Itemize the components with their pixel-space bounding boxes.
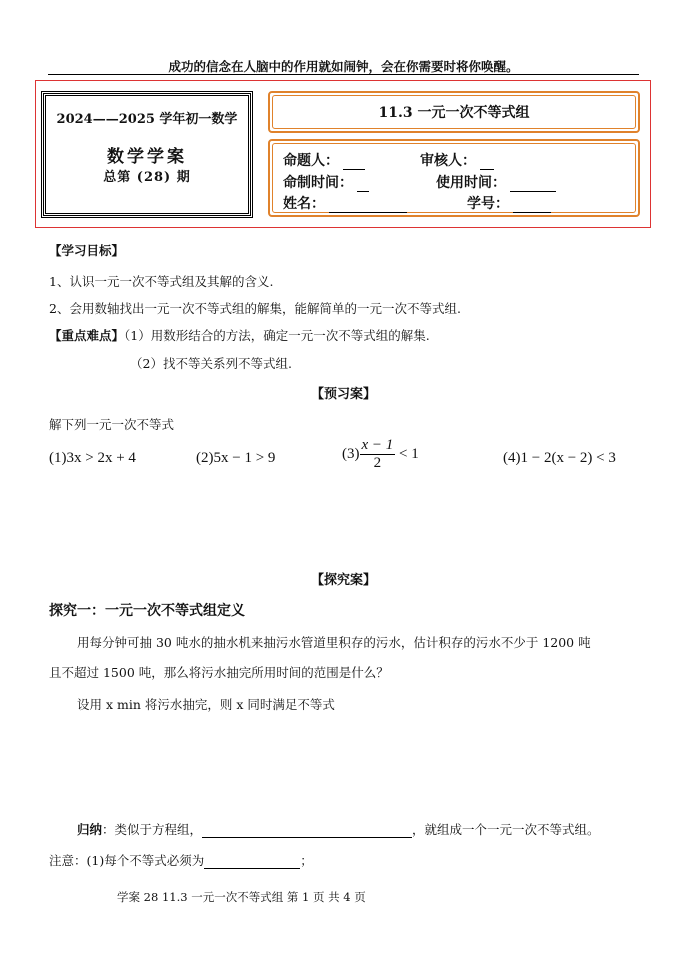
use-time-blank[interactable] (510, 177, 556, 192)
summary-pre: ：类似于方程组， (102, 822, 203, 837)
problem-3-suffix: < 1 (395, 445, 419, 462)
student-no-label: 学号： (467, 196, 509, 212)
objectives-heading: 【学习目标】 (49, 243, 125, 258)
problem-1: (1)3x > 2x + 4 (49, 450, 136, 466)
problem-3-prefix: (3) (342, 445, 360, 462)
note-line (49, 851, 313, 869)
summary-blank[interactable] (202, 823, 412, 838)
made-time-blank[interactable] (357, 177, 369, 192)
fraction-numerator: x − 1 (361, 437, 394, 453)
lesson-title: 11.3 一元一次不等式组 (378, 105, 530, 121)
explore-subheading: 探究一：一元一次不等式组定义 (49, 603, 245, 619)
key-points-heading: 【重点难点】 (49, 328, 125, 343)
made-time-field (283, 172, 369, 192)
note-end: ； (300, 853, 313, 868)
summary-label: 归纳 (77, 822, 103, 837)
author-blank[interactable] (343, 155, 365, 170)
problem-3 (342, 437, 419, 472)
name-field (283, 193, 407, 213)
preview-heading: 【预习案】 (310, 387, 376, 402)
problem-paragraph-line3: 设用 x min 将污水抽完，则 x 同时满足不等式 (77, 697, 335, 712)
reviewer-field (420, 150, 494, 170)
objective-item: 2、会用数轴找出一元一次不等式组的解集，能解简单的一元一次不等式组. (49, 301, 461, 316)
problem-paragraph-line2: 且不超过 1500 吨，那么将污水抽完所用时间的范围是什么？ (49, 665, 389, 680)
reviewer-blank[interactable] (480, 155, 494, 170)
school-year: 2024——2025 学年初一数学 (56, 112, 238, 127)
fraction-denominator: 2 (373, 455, 382, 471)
author-label: 命题人： (283, 153, 339, 169)
use-time-field (436, 172, 556, 192)
student-no-blank[interactable] (513, 198, 551, 213)
student-no-field (467, 193, 551, 213)
reviewer-label: 审核人： (420, 153, 476, 169)
issue-number: 总第 (28) 期 (103, 170, 191, 185)
name-blank[interactable] (329, 198, 407, 213)
summary-line (77, 820, 600, 838)
motto-divider (48, 74, 639, 75)
problem-3-fraction (360, 437, 396, 472)
worksheet-title: 数学学案 (107, 147, 187, 167)
page-footer: 学案 28 11.3 一元一次不等式组 第 1 页 共 4 页 (117, 890, 366, 904)
problem-4: (4)1 − 2(x − 2) < 3 (503, 450, 616, 466)
made-time-label: 命制时间： (283, 175, 353, 191)
problem-2: (2)5x − 1 > 9 (196, 450, 276, 466)
problem-paragraph-line1: 用每分钟可抽 30 吨水的抽水机来抽污水管道里积存的污水，估计积存的污水不少于 1200 吨 (77, 635, 591, 650)
explore-heading: 【探究案】 (310, 573, 376, 588)
objective-item: 1、认识一元一次不等式组及其解的含义. (49, 274, 274, 289)
use-time-label: 使用时间： (436, 175, 506, 191)
note-text: 注意：(1)每个不等式必须为 (49, 853, 205, 868)
name-label: 姓名： (283, 196, 325, 212)
preview-instruction: 解下列一元一次不等式 (49, 417, 175, 432)
author-field (283, 150, 365, 170)
note-blank[interactable] (204, 854, 300, 869)
motto: 成功的信念在人脑中的作用就如闹钟，会在你需要时将你唤醒。 (168, 59, 519, 74)
summary-post: ，就组成一个一元一次不等式组。 (412, 822, 600, 837)
key-point-item: （1）用数形结合的方法，确定一元一次不等式组的解集. (124, 328, 430, 343)
key-point-item: （2）找不等关系列不等式组. (130, 356, 292, 371)
key-points-line1 (49, 326, 430, 344)
